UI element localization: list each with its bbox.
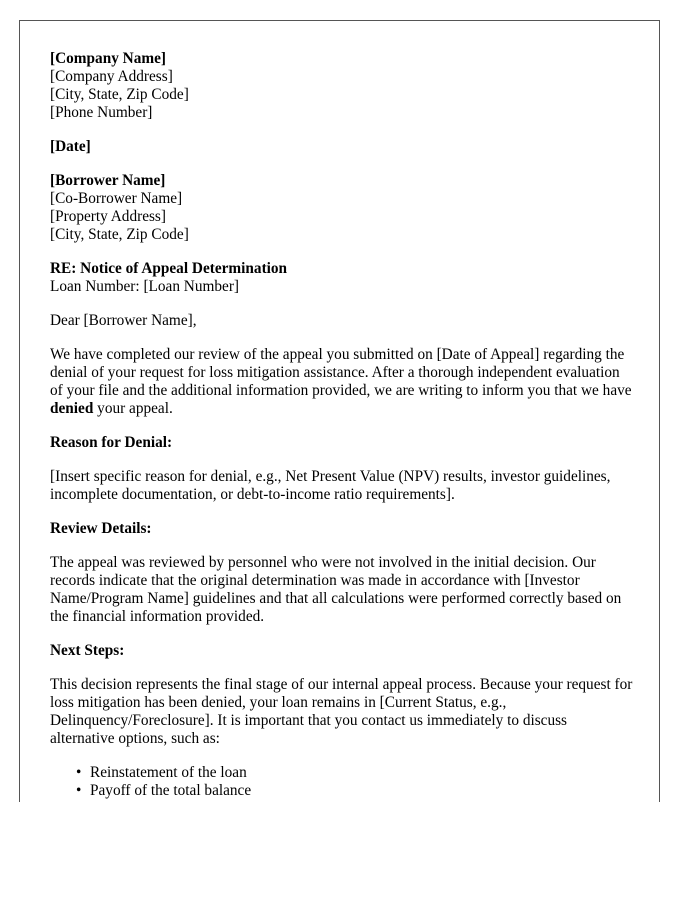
option-text: Reinstatement of the loan — [90, 764, 247, 781]
list-item — [76, 764, 635, 782]
re-subject: RE: Notice of Appeal Determination — [50, 260, 288, 277]
company-city-state-zip: [City, State, Zip Code] — [50, 86, 189, 103]
intro-emphasis: denied — [50, 400, 94, 417]
reason-heading: Reason for Denial: — [50, 434, 173, 451]
list-item — [76, 782, 635, 800]
sender-block — [50, 50, 635, 122]
co-borrower-name: [Co-Borrower Name] — [50, 190, 183, 207]
company-phone: [Phone Number] — [50, 104, 153, 121]
letter-content — [50, 50, 635, 800]
bullet-icon: • — [76, 782, 82, 799]
review-heading: Review Details: — [50, 520, 152, 537]
intro-paragraph — [50, 346, 635, 418]
recipient-city-state-zip: [City, State, Zip Code] — [50, 226, 189, 243]
option-text: Payoff of the total balance — [90, 782, 252, 799]
loan-number: Loan Number: [Loan Number] — [50, 278, 240, 295]
reason-paragraph: [Insert specific reason for denial, e.g., Net Present Value (NPV) results, investor guidelines, incomplete documentation, or debt-to-income ratio requirements]. — [50, 468, 611, 503]
company-address: [Company Address] — [50, 68, 173, 85]
options-list — [50, 764, 635, 800]
recipient-block — [50, 172, 635, 244]
next-steps-heading: Next Steps: — [50, 642, 125, 659]
letter-date: [Date] — [50, 138, 91, 155]
next-steps-paragraph: This decision represents the final stage of our internal appeal process. Because your request for loss mitigation has been denied, your loan remains in [Current Status, e.g., Delinquency/Foreclosure]. It is important that you contact us immediately to discuss alternative options, such as: — [50, 676, 633, 747]
intro-text-after: your appeal. — [93, 400, 173, 417]
bullet-icon: • — [76, 764, 82, 781]
salutation: Dear [Borrower Name], — [50, 312, 197, 329]
re-block — [50, 260, 635, 296]
property-address: [Property Address] — [50, 208, 166, 225]
company-name: [Company Name] — [50, 50, 166, 67]
letter-page — [19, 20, 660, 802]
borrower-name: [Borrower Name] — [50, 172, 166, 189]
intro-text-before: We have completed our review of the appeal you submitted on [Date of Appeal] regarding the denial of your request for loss mitigation assistance. After a thorough independent evaluation of your file and the additional information provided, we are writing to inform you that we have — [50, 346, 632, 399]
review-paragraph: The appeal was reviewed by personnel who were not involved in the initial decision. Our records indicate that the original determination was made in accordance with [Investor Name/Program Name] guidelines and that all calculations were performed correctly based on the financial information provided. — [50, 554, 622, 625]
date-block — [50, 138, 635, 156]
